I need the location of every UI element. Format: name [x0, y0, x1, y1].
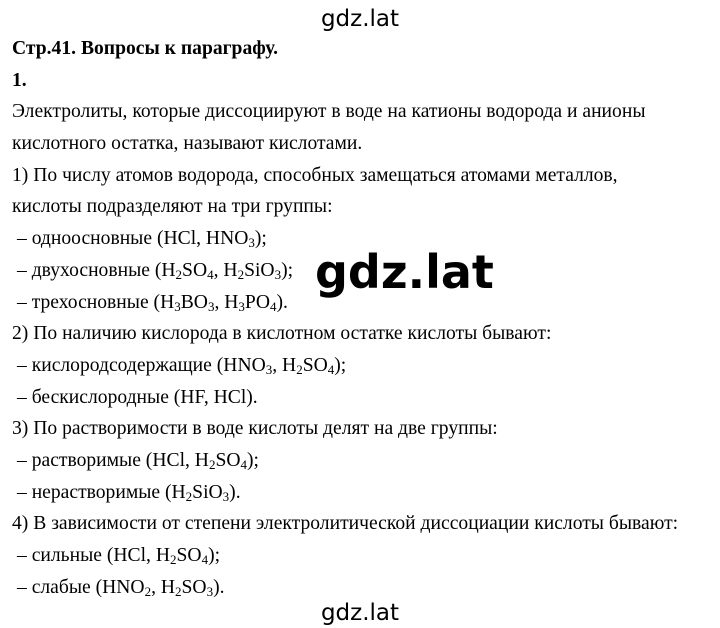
- list-item-weak: – слабые ($HNO_2$, $H_2SO_3$).: [17, 576, 225, 599]
- list-item-tribasic: – трехосновные ($H_3BO_3$, $H_3PO_4$).: [17, 291, 288, 314]
- page-heading: Стр.41. Вопросы к параграфу.: [12, 38, 279, 59]
- definition-line-2: кислотного остатка, называют кислотами.: [12, 133, 363, 155]
- list-item-monobasic: – одноосновные (HCl, $HNO_3$);: [17, 228, 267, 251]
- group1-line-1: 1) По числу атомов водорода, способных замещаться атомами металлов,: [12, 164, 618, 186]
- watermark-bottom: gdz.lat: [320, 600, 400, 626]
- watermark-top: gdz.lat: [320, 6, 400, 32]
- list-item-oxygen-containing: – кислородсодержащие ($HNO_3$, $H_2SO_4$);: [17, 354, 347, 377]
- list-item-strong: – сильные (HCl, $H_2SO_4$);: [17, 545, 221, 567]
- document-body: [12, 33, 717, 603]
- question-number: 1.: [12, 69, 27, 91]
- watermark-center: gdz.lat: [315, 245, 494, 299]
- group3-line: 3) По растворимости в воде кислоты делят на две группы:: [12, 418, 498, 440]
- definition-line-1: Электролиты, которые диссоциируют в воде на катионы водорода и анионы: [12, 101, 646, 123]
- list-item-oxygen-free: – бескислородные (HF, HCl).: [17, 386, 258, 408]
- group4-line: 4) В зависимости от степени электролитической диссоциации кислоты бывают:: [12, 513, 679, 535]
- list-item-dibasic: – двухосновные ($H_2SO_4$, $H_2SiO_3$);: [17, 259, 294, 282]
- list-item-soluble: – растворимые (HCl, $H_2SO_4$);: [17, 449, 259, 472]
- group1-line-2: кислоты подразделяют на три группы:: [12, 196, 333, 218]
- list-item-insoluble: – нерастворимые $(H_2SiO_3)$.: [17, 481, 241, 504]
- group2-line: 2) По наличию кислорода в кислотном остатке кислоты бывают:: [12, 323, 552, 345]
